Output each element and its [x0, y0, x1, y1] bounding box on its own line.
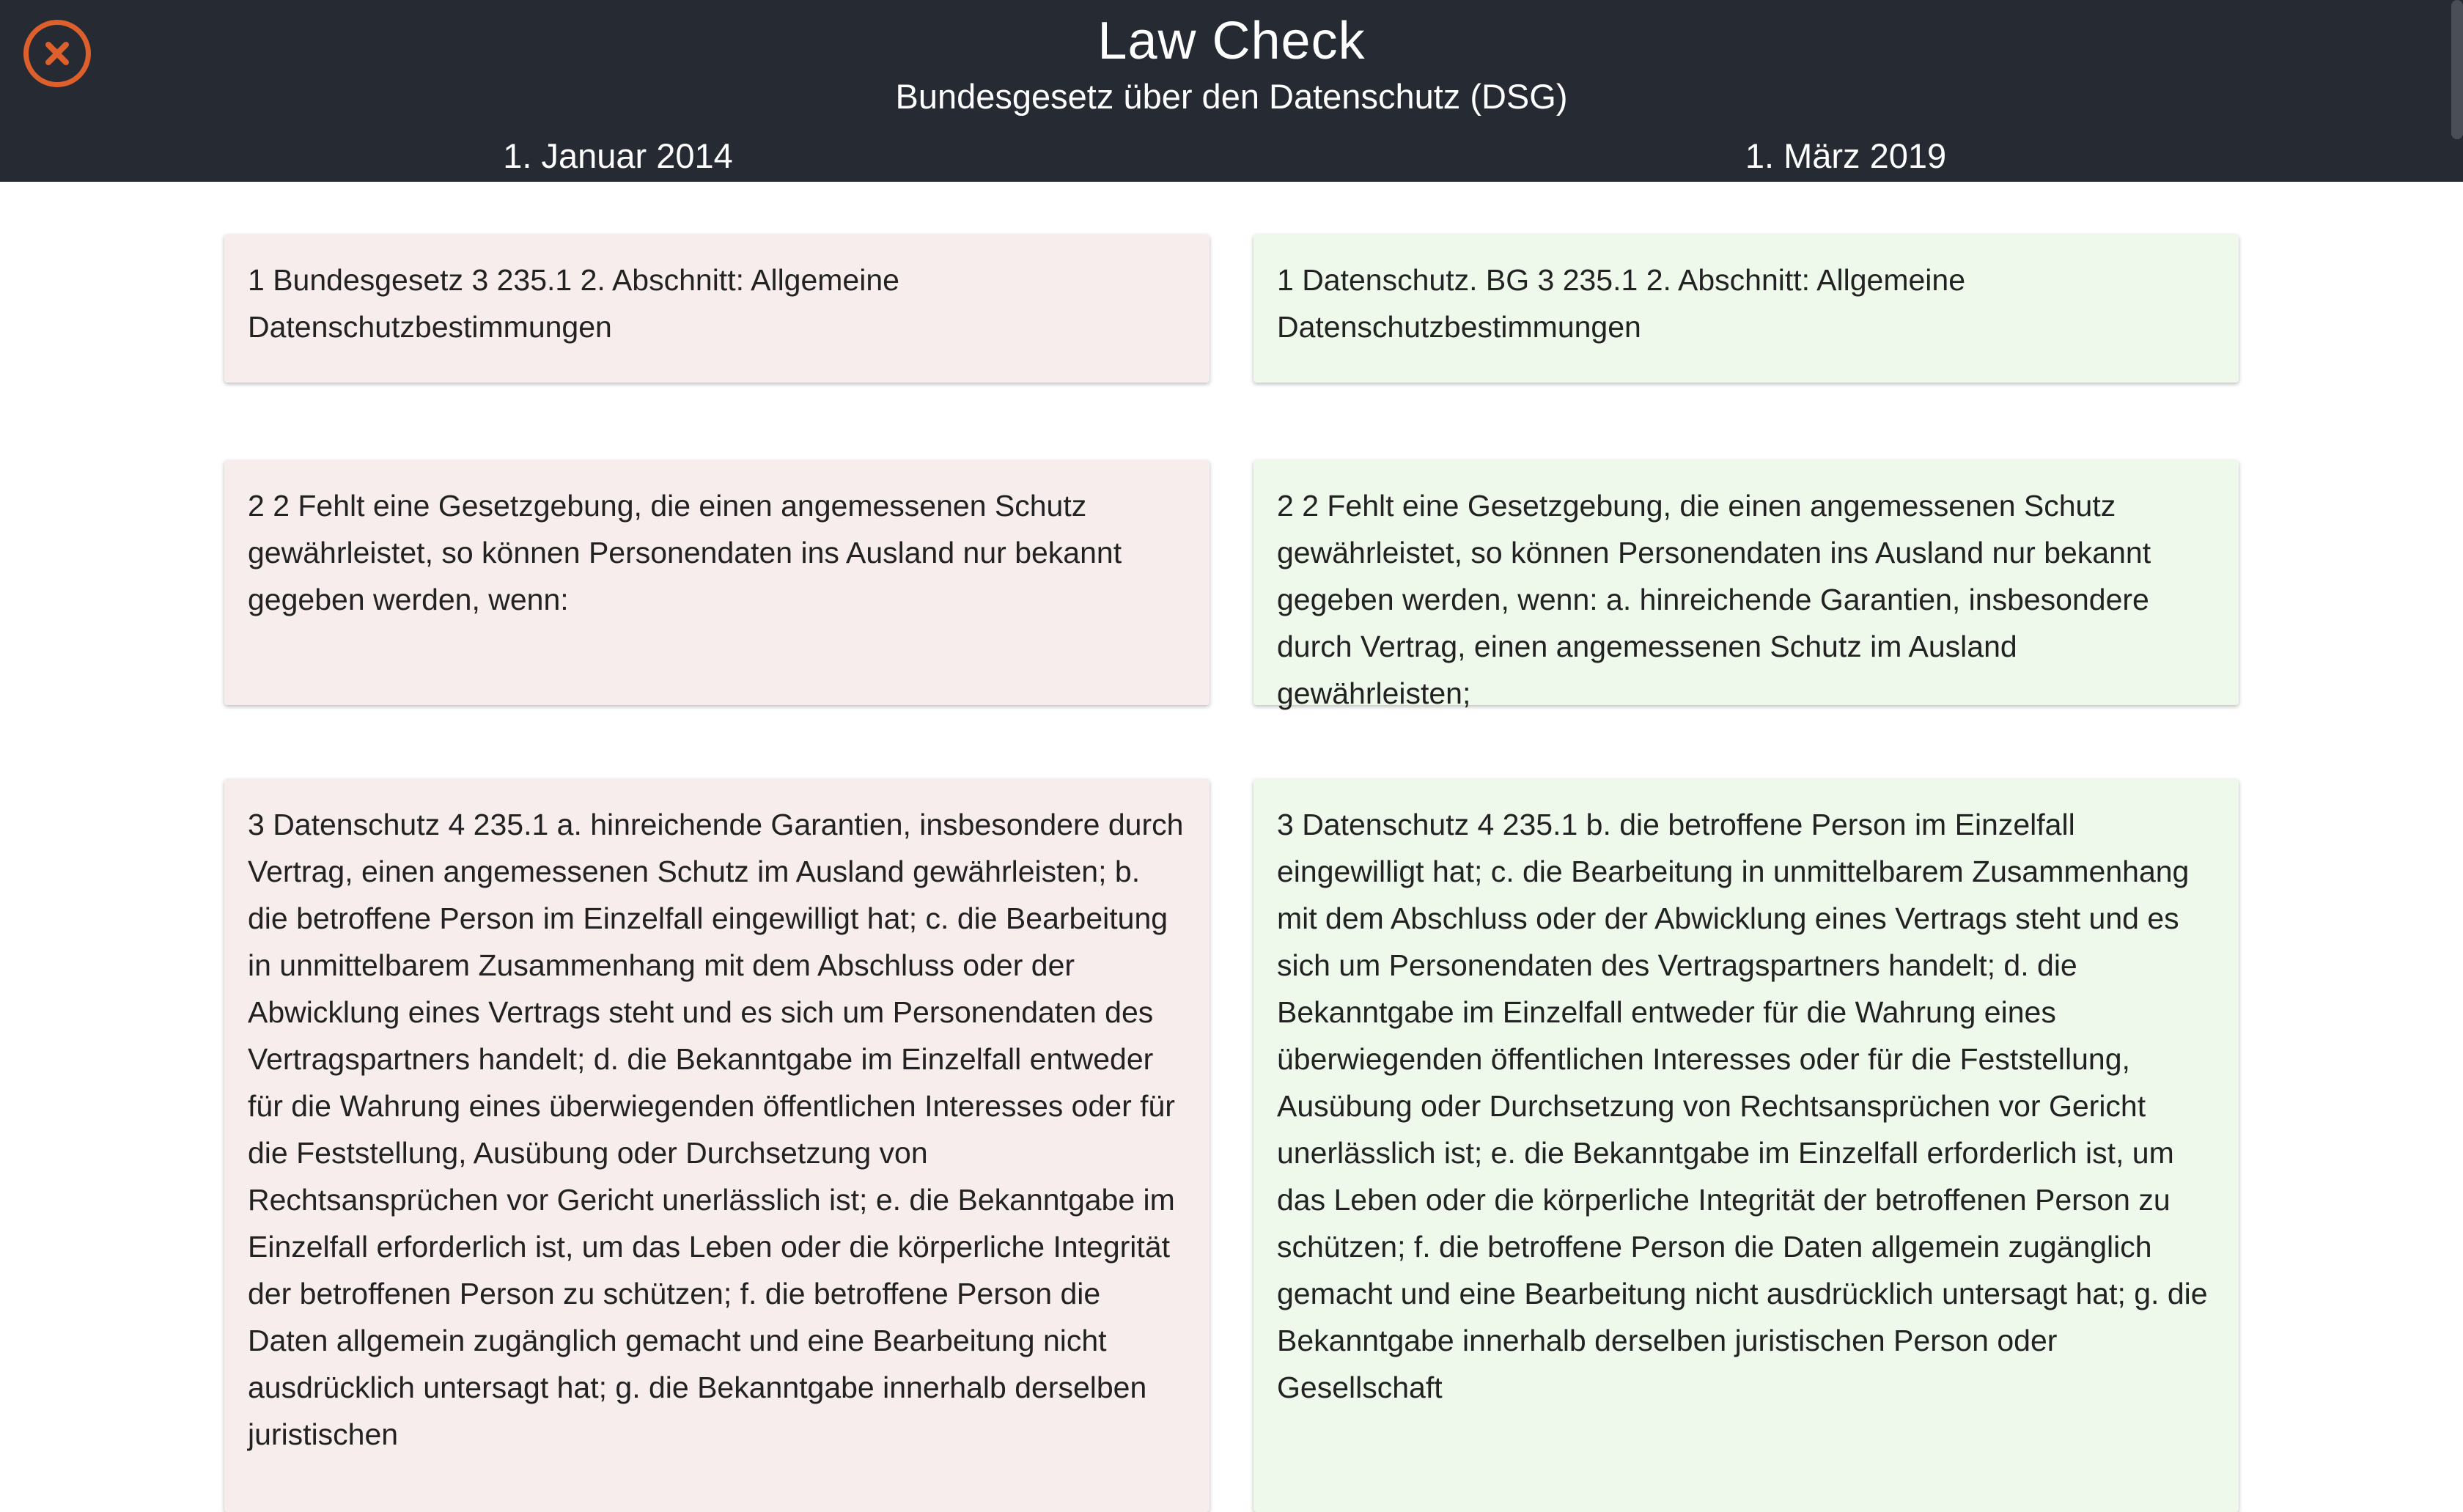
- app-header: [0, 0, 2463, 182]
- new-text-card: 1 Datenschutz. BG 3 235.1 2. Abschnitt: Allgemeine Datenschutzbestimmungen: [1253, 235, 2239, 383]
- old-text-card: 1 Bundesgesetz 3 235.1 2. Abschnitt: Allgemeine Datenschutzbestimmungen: [224, 235, 1210, 383]
- scrollbar-thumb[interactable]: [2451, 0, 2463, 139]
- comparison-area: [0, 182, 2463, 1451]
- old-text-card: 2 2 Fehlt eine Gesetzgebung, die einen angemessenen Schutz gewährleistet, so können Personendaten ins Ausland nur bekannt gegeben werden, wenn:: [224, 460, 1210, 705]
- date-new-version: 1. März 2019: [1745, 136, 1947, 175]
- law-title: Bundesgesetz über den Datenschutz (DSG): [895, 77, 1568, 116]
- date-old-version: 1. Januar 2014: [503, 136, 733, 175]
- new-text-card: 3 Datenschutz 4 235.1 b. die betroffene Person im Einzelfall eingewilligt hat; c. die Bearbeitung in unmittelbarem Zusammenhang mit dem Abschluss oder der Abwicklung eines Vertrags steht und es sich um Personendaten des Vertragspartners handelt; d. die Bekanntgabe im Einzelfall entweder für die Wahrung eines überwiegenden öffentlichen Interesses oder für die Feststellung, Ausübung oder Durchsetzung von Rechtsansprüchen vor Gericht unerlässlich ist; e. die Bekanntgabe im Einzelfall erforderlich ist, um das Leben oder die körperliche Integrität der betroffenen Person zu schützen; f. die betroffene Person die Daten allgemein zugänglich gemacht und eine Bearbeitung nicht ausdrücklich untersagt hat; g. die Bekanntgabe innerhalb derselben juristischen Person oder Gesellschaft: [1253, 779, 2239, 1512]
- new-text-card: 2 2 Fehlt eine Gesetzgebung, die einen angemessenen Schutz gewährleistet, so können Personendaten ins Ausland nur bekannt gegeben werden, wenn: a. hinreichende Garantien, insbesondere durch Vertrag, einen angemessenen Schutz im Ausland gewährleisten;: [1253, 460, 2239, 705]
- old-text-card: 3 Datenschutz 4 235.1 a. hinreichende Garantien, insbesondere durch Vertrag, einen angemessenen Schutz im Ausland gewährleisten; b. die betroffene Person im Einzelfall eingewilligt hat; c. die Bearbeitung in unmittelbarem Zusammenhang mit dem Abschluss oder der Abwicklung eines Vertrags steht und es sich um Personendaten des Vertragspartners handelt; d. die Bekanntgabe im Einzelfall entweder für die Wahrung eines überwiegenden öffentlichen Interesses oder für die Feststellung, Ausübung oder Durchsetzung von Rechtsansprüchen vor Gericht unerlässlich ist; e. die Bekanntgabe im Einzelfall erforderlich ist, um das Leben oder die körperliche Integrität der betroffenen Person zu schützen; f. die betroffene Person die Daten allgemein zugänglich gemacht und eine Bearbeitung nicht ausdrücklich untersagt hat; g. die Bekanntgabe innerhalb derselben juristischen: [224, 779, 1210, 1512]
- app-title: Law Check: [1097, 12, 1366, 70]
